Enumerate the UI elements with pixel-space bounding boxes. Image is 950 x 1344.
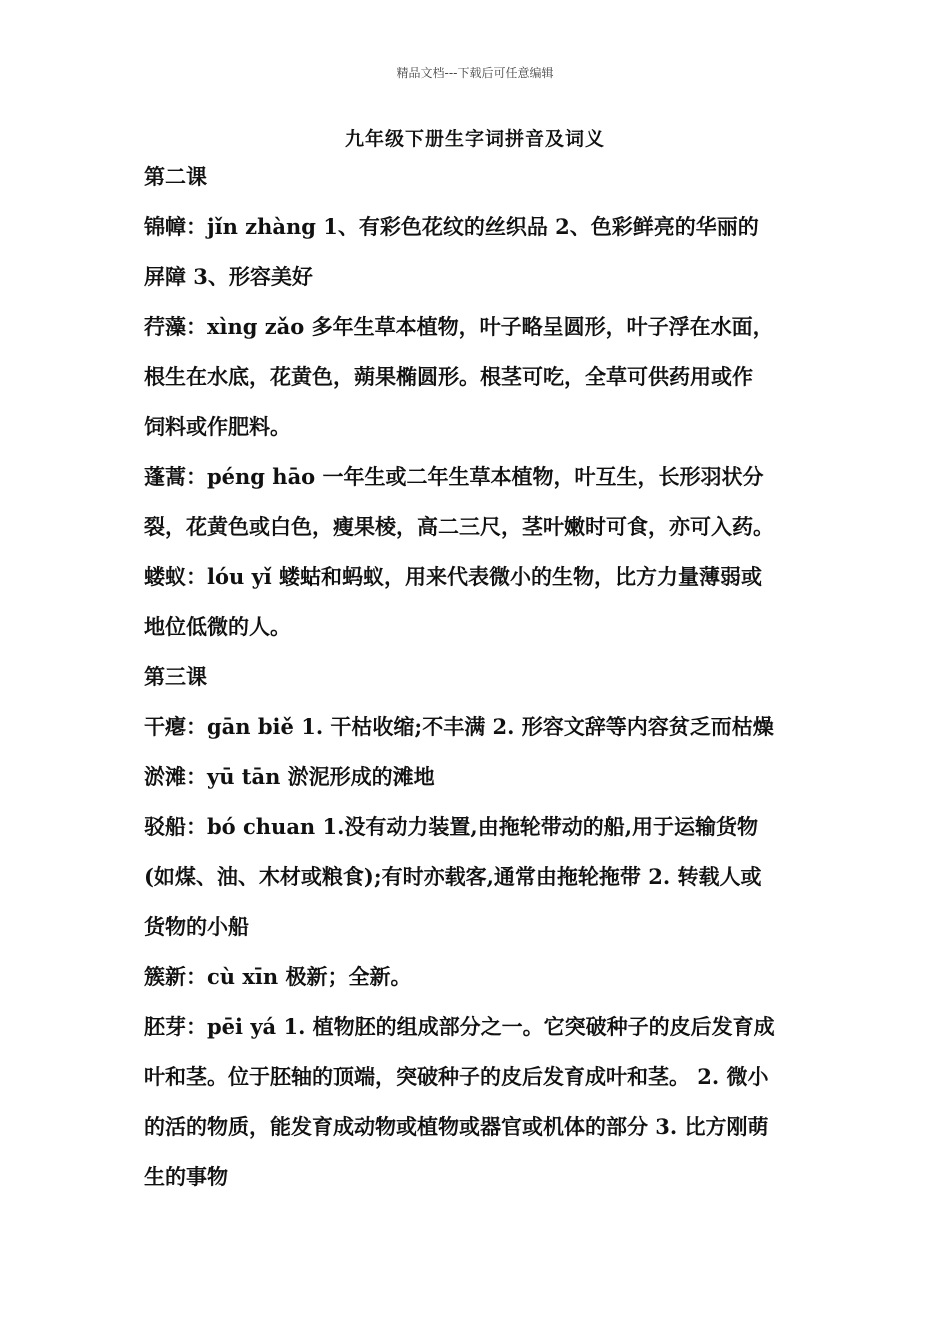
entry-line: (如煤、油、木材或粮食);有时亦载客,通常由拖轮拖带 2. 转载人或 (144, 864, 762, 889)
entry-line: 根生在水底，花黄色，蒴果椭圆形。根茎可吃，全草可供药用或作 (144, 364, 753, 389)
document-body (144, 152, 814, 1202)
entry-line: 蝼蚁：lóu yǐ 蝼蛄和蚂蚁，用来代表微小的生物，比方力量薄弱或 (144, 564, 763, 589)
entry-line: 叶和茎。位于胚轴的顶端，突破种子的皮后发育成叶和茎。 2. 微小 (144, 1064, 769, 1089)
entry-line: 淤滩：yū tān 淤泥形成的滩地 (144, 764, 435, 789)
entry-line: 胚芽：pēi yá 1. 植物胚的组成部分之一。它突破种子的皮后发育成 (144, 1014, 775, 1039)
entry-line: 蓬蒿：péng hāo 一年生或二年生草本植物，叶互生，长形羽状分 (144, 464, 764, 489)
entry-line: 干瘪：gān biě 1. 干枯收缩;不丰满 2. 形容文辞等内容贫乏而枯燥 (144, 714, 774, 739)
entry-line: 荇藻：xìng zǎo 多年生草本植物，叶子略呈圆形，叶子浮在水面， (144, 314, 774, 339)
entry-line: 驳船：bó chuan 1.没有动力装置,由拖轮带动的船,用于运输货物 (144, 814, 759, 839)
page-header: 精品文档---下载后可任意编辑 (396, 66, 554, 80)
entry-line: 裂，花黄色或白色，瘦果棱，高二三尺，茎叶嫩时可食，亦可入药。 (144, 514, 774, 539)
lesson-heading: 第二课 (144, 164, 207, 189)
entry-line: 生的事物 (144, 1164, 228, 1189)
entry-line: 货物的小船 (144, 914, 249, 939)
entry-line: 的活的物质，能发育成动物或植物或器官或机体的部分 3. 比方刚萌 (144, 1114, 769, 1139)
entry-line: 锦幛：jǐn zhàng 1、有彩色花纹的丝织品 2、色彩鲜亮的华丽的 (144, 214, 759, 239)
entry-line: 屏障 3、形容美好 (144, 264, 313, 289)
entry-line: 饲料或作肥料。 (144, 414, 291, 439)
lesson-heading: 第三课 (144, 664, 207, 689)
entry-line: 簇新：cù xīn 极新；全新。 (144, 964, 412, 989)
entry-line: 地位低微的人。 (144, 614, 291, 639)
document-title: 九年级下册生字词拼音及词义 (344, 128, 605, 150)
